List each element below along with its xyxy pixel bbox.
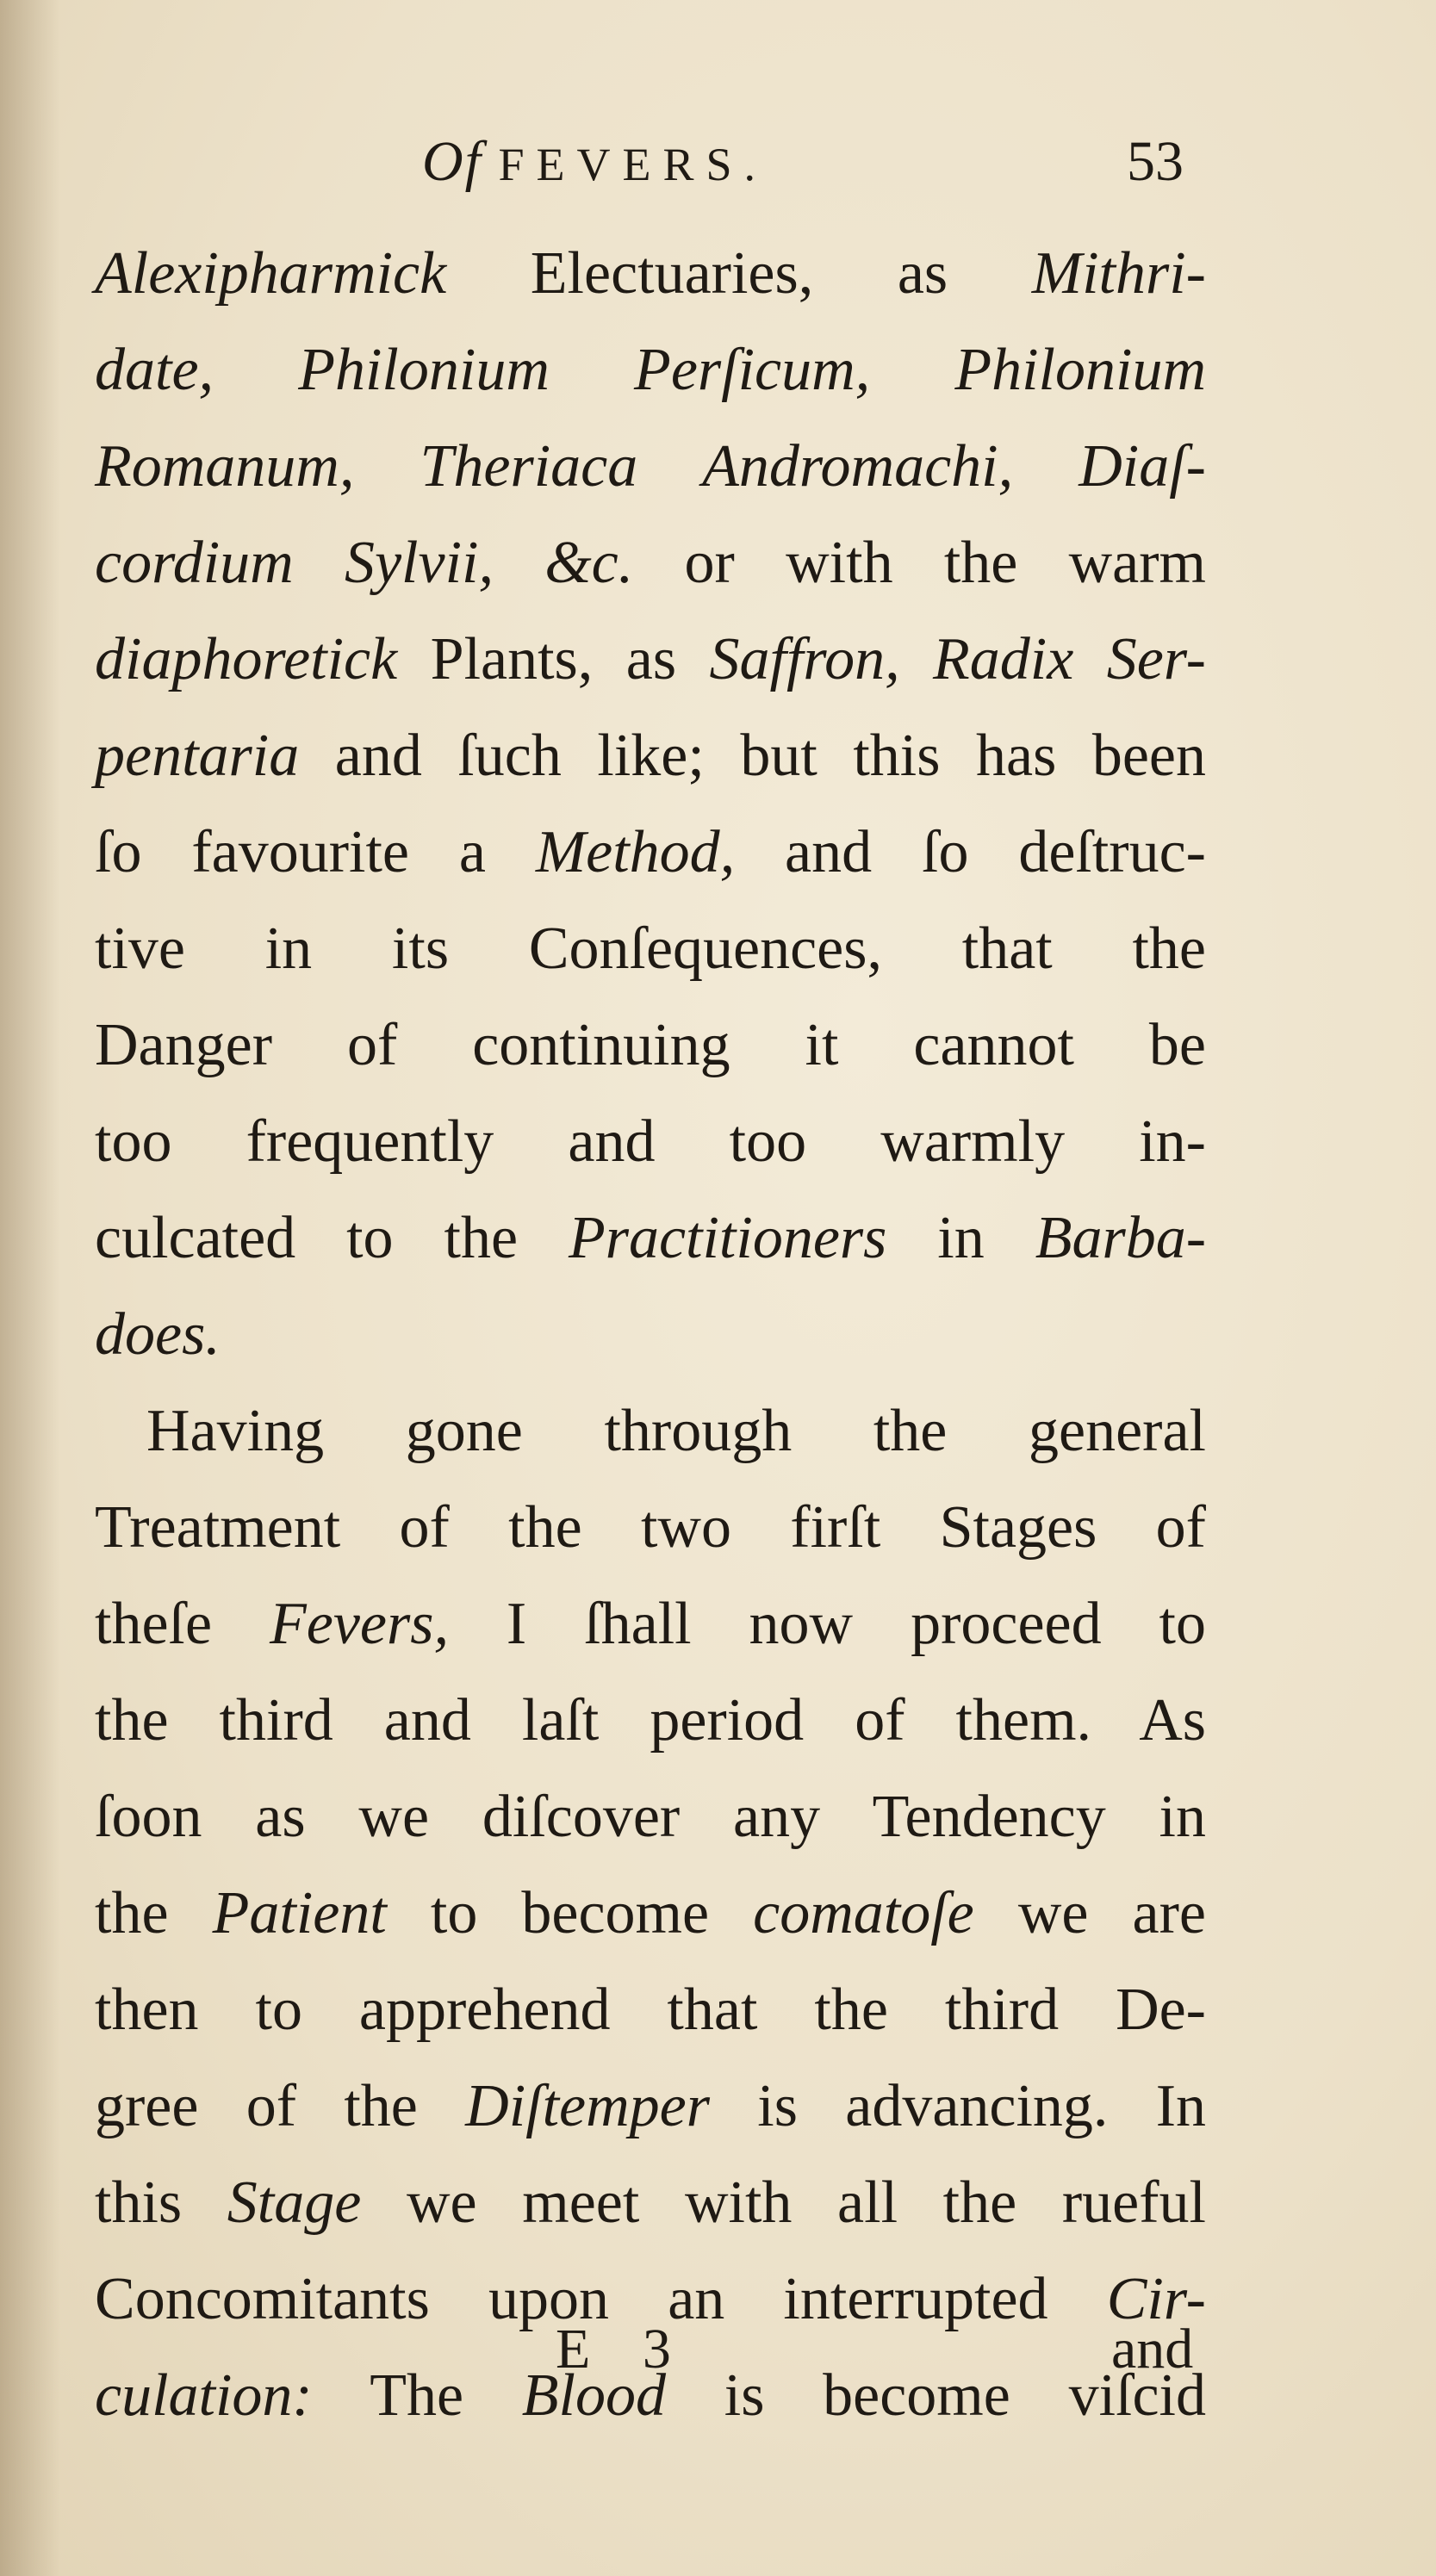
roman-run: tive in its Conſequences, that the (95, 916, 1206, 982)
italic-run: Mithri- (1031, 240, 1206, 307)
italic-run: Practitioners (568, 1205, 887, 1271)
roman-run: theſe (95, 1591, 270, 1657)
text-line (95, 515, 1206, 611)
italic-run: Diſtemper (465, 2073, 710, 2139)
running-head-prefix: Of (422, 130, 482, 193)
text-line (95, 226, 1206, 322)
italic-run: Blood (521, 2362, 666, 2429)
italic-run: date, Philonium Perſicum, Philonium (95, 337, 1206, 403)
roman-run: the (95, 1880, 213, 1946)
catchword: and (1111, 2318, 1194, 2380)
text-line (95, 1190, 1206, 1287)
italic-run: cordium Sylvii, &c. (95, 530, 634, 596)
running-head-title: FEVERS. (498, 139, 768, 190)
roman-run: we are (973, 1880, 1206, 1946)
gutter-shadow (0, 0, 60, 2576)
roman-run: in (886, 1205, 1035, 1271)
roman-run: then to apprehend that the third De- (95, 1977, 1206, 2043)
text-line (95, 804, 1206, 901)
page-number: 53 (1127, 130, 1184, 193)
roman-run: is become viſcid (666, 2362, 1206, 2429)
text-line (95, 2058, 1206, 2155)
body-text (95, 226, 1206, 2444)
roman-run: or with the warm (633, 530, 1207, 596)
text-line (95, 611, 1206, 708)
roman-run: Treatment of the two firſt Stages of (95, 1494, 1206, 1561)
roman-run: Plants, as (397, 626, 710, 692)
italic-run: comatoſe (753, 1880, 974, 1946)
page-footer (0, 2317, 1436, 2420)
text-line (95, 1094, 1206, 1190)
roman-run: the third and laſt period of them. As (95, 1687, 1206, 1754)
text-line (95, 419, 1206, 515)
roman-run: Danger of continuing it cannot be (95, 1012, 1206, 1078)
italic-run: Stage (227, 2169, 362, 2236)
roman-run: to become (386, 1880, 754, 1946)
italic-run: culation: (95, 2362, 313, 2429)
italic-run: Cir- (1106, 2266, 1206, 2332)
text-line (95, 1480, 1206, 1576)
text-line (95, 2155, 1206, 2251)
text-line (95, 1769, 1206, 1865)
roman-run: gree of the (95, 2073, 466, 2139)
roman-run: this (95, 2169, 227, 2236)
text-line (95, 708, 1206, 804)
italic-run: Barba- (1035, 1205, 1207, 1271)
roman-run: and ſuch like; but this has been (299, 723, 1206, 789)
text-line (95, 322, 1206, 419)
roman-run: and ſo deſtruc- (735, 819, 1206, 885)
roman-run: I ſhall now proceed to (448, 1591, 1206, 1657)
text-line (95, 1287, 1206, 1383)
text-line (95, 997, 1206, 1094)
italic-run: Method, (535, 819, 736, 885)
italic-run: Romanum, Theriaca Andromachi, Diaſ- (95, 433, 1206, 500)
roman-run: Concomitants upon an interrupted (95, 2266, 1107, 2332)
roman-run: is advancing. In (709, 2073, 1207, 2139)
italic-run: Saffron, Radix Ser- (709, 626, 1206, 692)
roman-run: Electuaries, as (446, 240, 1032, 307)
text-line (95, 1383, 1206, 1480)
italic-run: does. (95, 1301, 221, 1368)
roman-run: culcated to the (95, 1205, 569, 1271)
text-line (95, 1576, 1206, 1673)
signature-mark: E 3 (556, 2318, 690, 2380)
text-line (95, 1865, 1206, 1962)
roman-run: Having gone through the general (146, 1398, 1206, 1464)
italic-run: Fevers, (270, 1591, 449, 1657)
roman-run: ſoon as we diſcover any Tendency in (95, 1784, 1206, 1850)
page-header (0, 129, 1436, 224)
text-line (95, 1673, 1206, 1769)
italic-run: Alexipharmick (95, 240, 447, 307)
italic-run: pentaria (95, 723, 300, 789)
italic-run: Patient (212, 1880, 387, 1946)
running-head (422, 129, 768, 195)
roman-run: too frequently and too warmly in- (95, 1108, 1206, 1175)
italic-run: diaphoretick (95, 626, 398, 692)
roman-run: ſo favourite a (95, 819, 536, 885)
roman-run: we meet with all the rueful (361, 2169, 1206, 2236)
text-line (95, 901, 1206, 997)
roman-run: The (312, 2362, 522, 2429)
text-line (95, 1962, 1206, 2058)
